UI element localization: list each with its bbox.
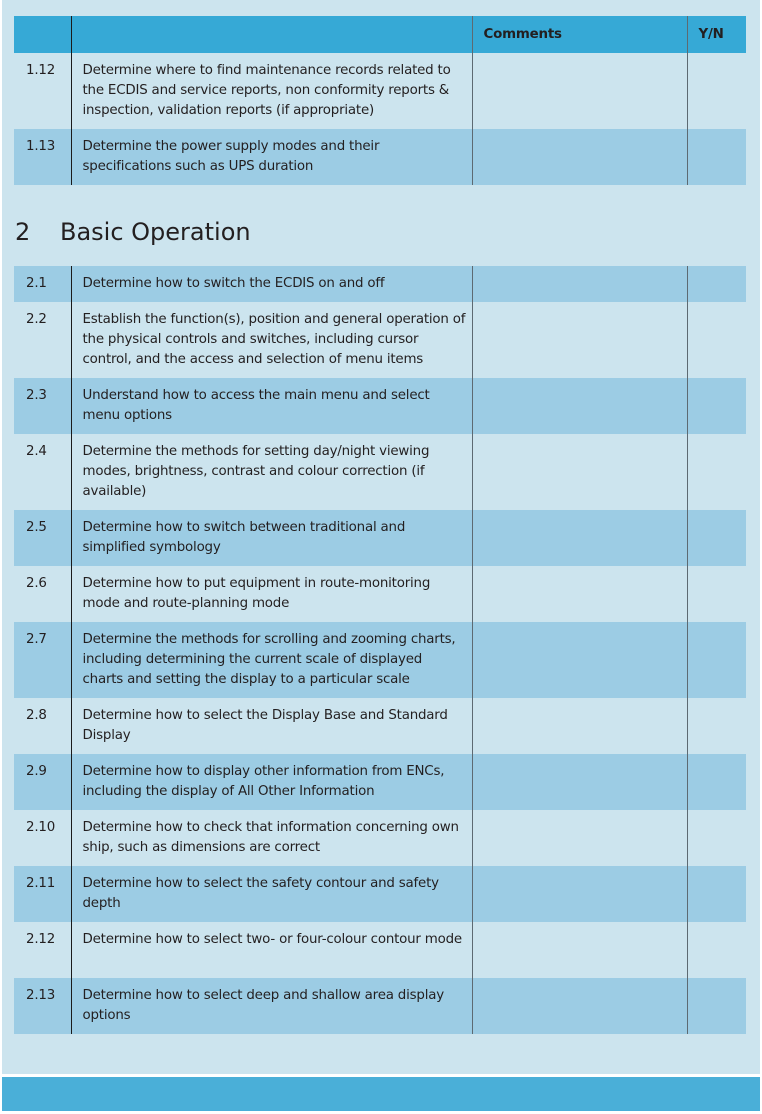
section-title: Basic Operation: [60, 218, 251, 246]
yn-cell[interactable]: [687, 810, 746, 866]
table-row: [14, 510, 746, 566]
row-description: Determine how to put equipment in route-monitoring mode and route-planning mode: [71, 566, 472, 622]
row-description: Determine how to check that information concerning own ship, such as dimensions are correct: [71, 810, 472, 866]
comments-cell[interactable]: [472, 378, 687, 434]
table-row: [14, 129, 746, 185]
row-number: 2.5: [14, 510, 71, 566]
yn-cell[interactable]: [687, 922, 746, 978]
comments-cell[interactable]: [472, 922, 687, 978]
comments-cell[interactable]: [472, 978, 687, 1034]
row-description: Establish the function(s), position and general operation of the physical controls and switches, including cursor control, and the access and selection of menu items: [71, 302, 472, 378]
comments-cell[interactable]: [472, 510, 687, 566]
comments-cell[interactable]: [472, 810, 687, 866]
yn-cell[interactable]: [687, 566, 746, 622]
table-row: [14, 53, 746, 129]
row-number: 2.3: [14, 378, 71, 434]
table-row: [14, 754, 746, 810]
yn-cell[interactable]: [687, 754, 746, 810]
yn-cell[interactable]: [687, 510, 746, 566]
row-number: 2.11: [14, 866, 71, 922]
yn-cell[interactable]: [687, 266, 746, 302]
row-number: 2.13: [14, 978, 71, 1034]
row-description: Determine the methods for setting day/night viewing modes, brightness, contrast and colour correction (if available): [71, 434, 472, 510]
table-row: [14, 978, 746, 1034]
comments-cell[interactable]: [472, 566, 687, 622]
yn-cell[interactable]: [687, 978, 746, 1034]
table-row: [14, 434, 746, 510]
header-number: [14, 16, 71, 53]
yn-cell[interactable]: [687, 698, 746, 754]
row-number: 2.1: [14, 266, 71, 302]
table-row: [14, 622, 746, 698]
row-number: 2.2: [14, 302, 71, 378]
row-number: 1.13: [14, 129, 71, 185]
table-row: [14, 266, 746, 302]
comments-cell[interactable]: [472, 698, 687, 754]
row-number: 1.12: [14, 53, 71, 129]
header-yn: Y/N: [687, 16, 746, 53]
table-header-row: [14, 16, 746, 53]
row-description: Determine how to select two- or four-colour contour mode: [71, 922, 472, 978]
comments-cell[interactable]: [472, 622, 687, 698]
table-row: [14, 922, 746, 978]
table-row: [14, 866, 746, 922]
yn-cell[interactable]: [687, 434, 746, 510]
yn-cell[interactable]: [687, 129, 746, 185]
section-heading: [15, 216, 251, 248]
comments-cell[interactable]: [472, 129, 687, 185]
row-description: Determine how to switch between traditional and simplified symbology: [71, 510, 472, 566]
table-row: [14, 302, 746, 378]
row-description: Determine how to select the safety contour and safety depth: [71, 866, 472, 922]
row-description: Understand how to access the main menu and select menu options: [71, 378, 472, 434]
row-description: Determine the power supply modes and their specifications such as UPS duration: [71, 129, 472, 185]
yn-cell[interactable]: [687, 378, 746, 434]
yn-cell[interactable]: [687, 302, 746, 378]
row-number: 2.6: [14, 566, 71, 622]
comments-cell[interactable]: [472, 302, 687, 378]
row-description: Determine where to find maintenance records related to the ECDIS and service reports, non conformity reports & inspection, validation reports (if appropriate): [71, 53, 472, 129]
table-row: [14, 378, 746, 434]
row-description: Determine how to display other information from ENCs, including the display of All Other Information: [71, 754, 472, 810]
footer-band: [2, 1077, 760, 1111]
row-number: 2.7: [14, 622, 71, 698]
row-description: Determine how to select the Display Base and Standard Display: [71, 698, 472, 754]
row-description: Determine how to select deep and shallow area display options: [71, 978, 472, 1034]
row-number: 2.4: [14, 434, 71, 510]
comments-cell[interactable]: [472, 53, 687, 129]
checklist-table-section-1: [14, 16, 746, 185]
header-description: [71, 16, 472, 53]
comments-cell[interactable]: [472, 754, 687, 810]
row-number: 2.12: [14, 922, 71, 978]
row-number: 2.9: [14, 754, 71, 810]
checklist-table-section-2: [14, 266, 746, 1034]
row-number: 2.10: [14, 810, 71, 866]
yn-cell[interactable]: [687, 53, 746, 129]
row-description: Determine how to switch the ECDIS on and off: [71, 266, 472, 302]
row-number: 2.8: [14, 698, 71, 754]
yn-cell[interactable]: [687, 622, 746, 698]
row-description: Determine the methods for scrolling and zooming charts, including determining the current scale of displayed charts and setting the display to a particular scale: [71, 622, 472, 698]
table-row: [14, 810, 746, 866]
comments-cell[interactable]: [472, 266, 687, 302]
comments-cell[interactable]: [472, 434, 687, 510]
table-row: [14, 566, 746, 622]
section-number: 2: [15, 218, 31, 246]
comments-cell[interactable]: [472, 866, 687, 922]
table-row: [14, 698, 746, 754]
yn-cell[interactable]: [687, 866, 746, 922]
header-comments: Comments: [472, 16, 687, 53]
